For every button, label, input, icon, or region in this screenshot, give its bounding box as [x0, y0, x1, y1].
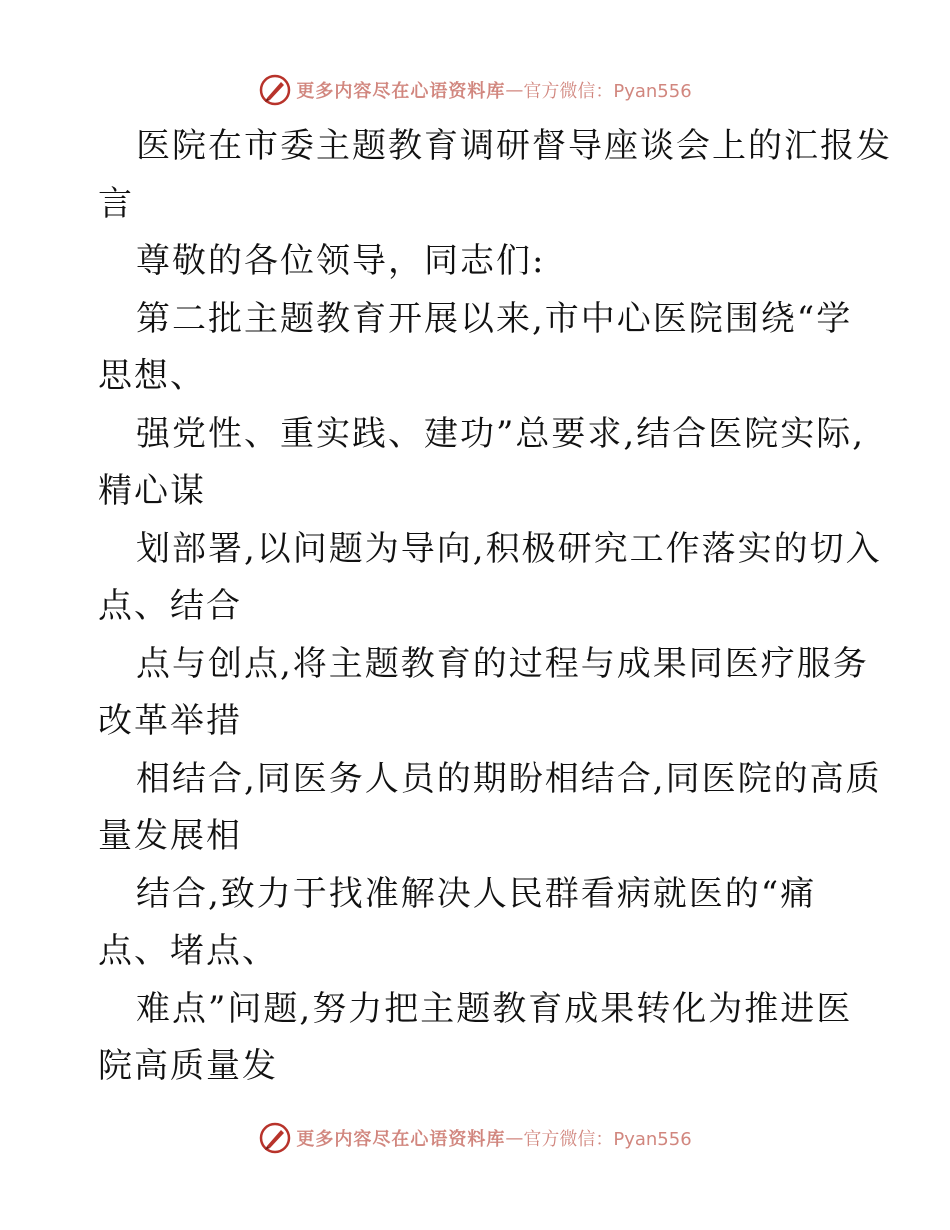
pen-logo-icon	[258, 1121, 292, 1155]
text-line: 精心谋	[98, 471, 206, 511]
text-line: 量发展相	[98, 816, 242, 856]
banner-dash: —	[505, 79, 524, 101]
text-line: 第二批主题教育开展以来,市中心医院围绕“学	[136, 298, 853, 339]
text-line: 尊敬的各位领导，同志们:	[136, 241, 546, 281]
text-line: 点、结合	[98, 586, 242, 626]
banner-main-text: 更多内容尽在心语资料库	[296, 81, 506, 102]
banner-wechat-text: 官方微信：Pyan556	[523, 81, 692, 102]
banner-wechat-text: 官方微信：Pyan556	[523, 1129, 692, 1150]
text-line: 相结合,同医务人员的期盼相结合,同医院的高质	[136, 758, 882, 799]
text-line: 结合,致力于找准解决人民群看病就医的“痛	[136, 873, 817, 914]
header-banner	[0, 70, 950, 110]
text-line: 难点”问题,努力把主题教育成果转化为推进医	[136, 988, 853, 1029]
text-line: 医院在市委主题教育调研督导座谈会上的汇报发	[136, 126, 892, 166]
text-line: 划部署,以问题为导向,积极研究工作落实的切入	[136, 528, 882, 569]
banner-main-text: 更多内容尽在心语资料库	[296, 1129, 506, 1150]
text-line: 强党性、重实践、建功”总要求,结合医院实际,	[136, 413, 865, 454]
text-line: 改革举措	[98, 701, 242, 741]
text-line: 言	[98, 183, 134, 224]
text-line: 点、堵点、	[98, 931, 278, 971]
text-line: 思想、	[98, 356, 206, 396]
footer-banner	[0, 1118, 950, 1158]
text-line: 院高质量发	[98, 1046, 278, 1086]
document-body	[98, 118, 892, 1096]
pen-logo-icon	[258, 73, 292, 107]
banner-dash: —	[505, 1127, 524, 1149]
text-line: 点与创点,将主题教育的过程与成果同医疗服务	[136, 643, 869, 684]
